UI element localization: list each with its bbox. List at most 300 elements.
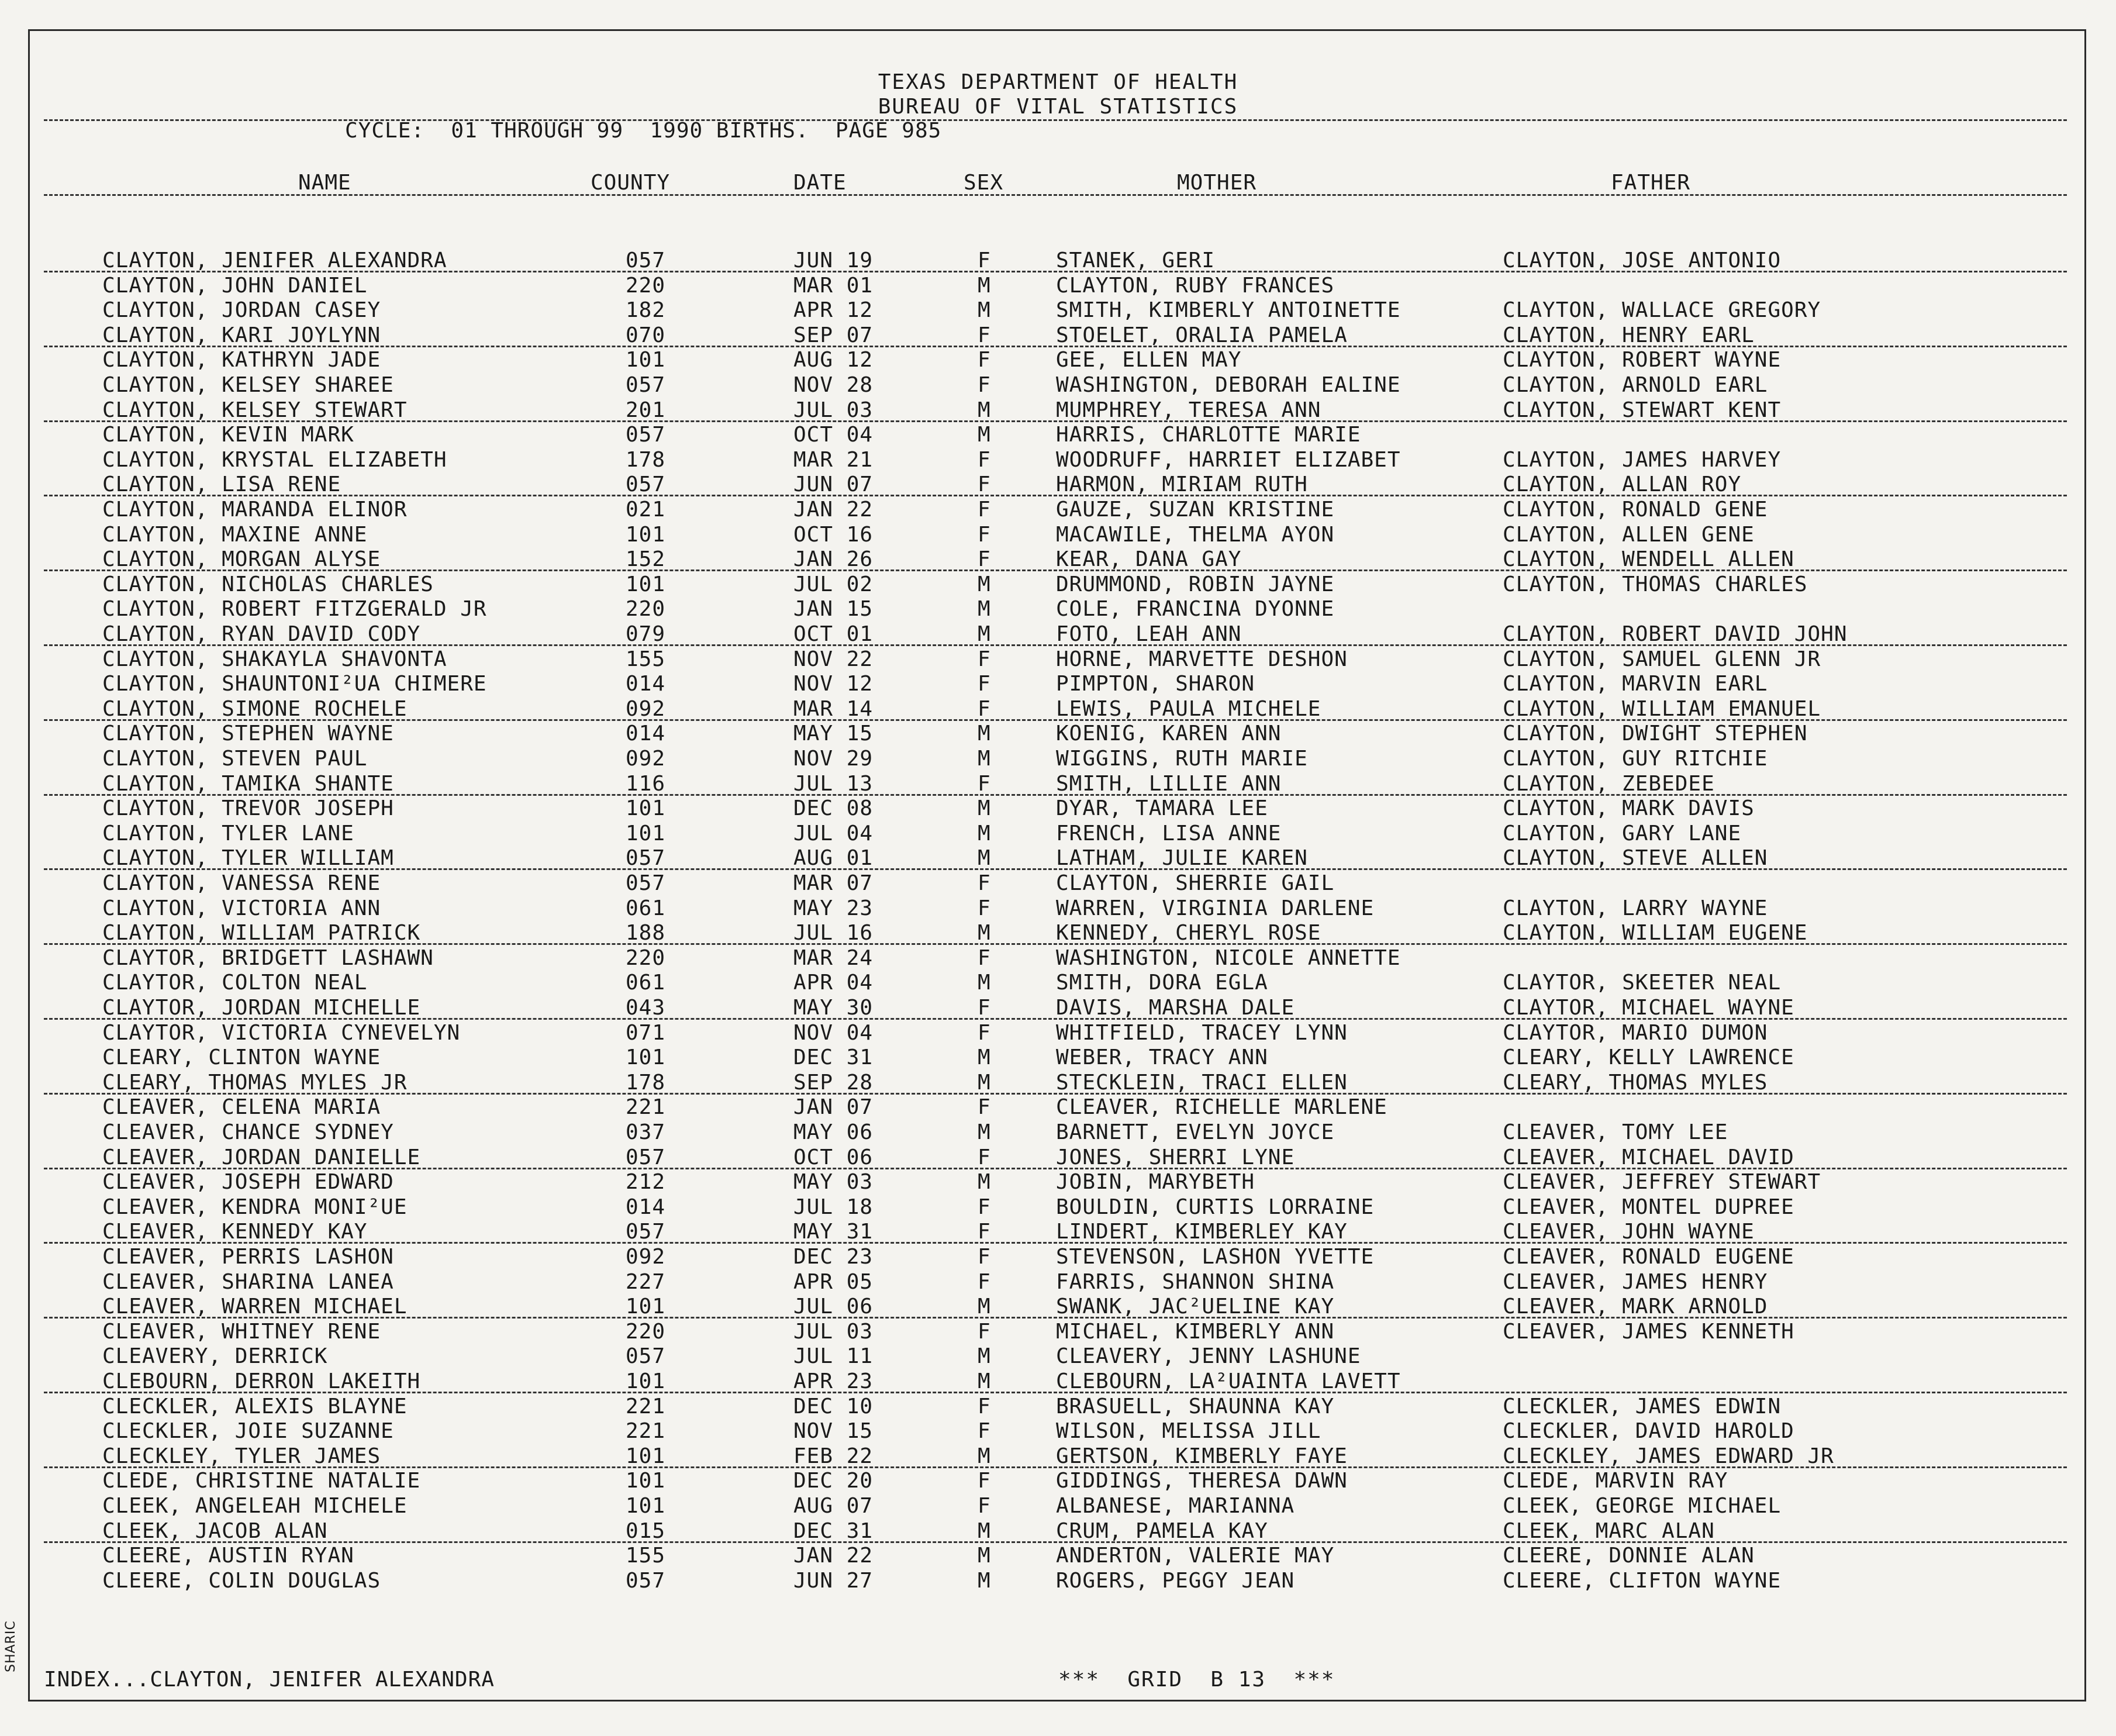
table-row bbox=[0, 1320, 2116, 1345]
cell-date: DEC 31 bbox=[793, 1045, 874, 1069]
cell-name: CLEARY, THOMAS MYLES JR bbox=[102, 1071, 408, 1095]
cell-county: 071 bbox=[626, 1021, 666, 1045]
cell-mother: GAUZE, SUZAN KRISTINE bbox=[1056, 498, 1335, 522]
table-row bbox=[0, 672, 2116, 697]
cell-name: CLAYTON, RYAN DAVID CODY bbox=[102, 622, 421, 646]
cell-county: 178 bbox=[626, 1071, 666, 1095]
cell-mother: WOODRUFF, HARRIET ELIZABET bbox=[1056, 448, 1401, 472]
table-row bbox=[0, 697, 2116, 722]
cell-sex: F bbox=[978, 249, 991, 272]
cell-county: 221 bbox=[626, 1419, 666, 1443]
cell-county: 092 bbox=[626, 1245, 666, 1269]
cell-name: CLEAVERY, DERRICK bbox=[102, 1344, 328, 1368]
table-row bbox=[0, 1344, 2116, 1369]
cell-mother: SMITH, KIMBERLY ANTOINETTE bbox=[1056, 298, 1401, 322]
cell-sex: F bbox=[978, 1220, 991, 1244]
cell-father: CLEERE, DONNIE ALAN bbox=[1503, 1544, 1755, 1568]
cell-date: MAR 21 bbox=[793, 448, 874, 472]
bureau-title: BUREAU OF VITAL STATISTICS bbox=[878, 95, 1238, 119]
cell-date: JAN 22 bbox=[793, 1544, 874, 1568]
cell-sex: F bbox=[978, 448, 991, 472]
table-row bbox=[0, 1071, 2116, 1096]
cell-name: CLAYTON, LISA RENE bbox=[102, 472, 341, 496]
cell-mother: HARMON, MIRIAM RUTH bbox=[1056, 472, 1308, 496]
cell-county: 220 bbox=[626, 946, 666, 970]
cell-date: MAY 06 bbox=[793, 1120, 874, 1144]
cell-date: JUL 11 bbox=[793, 1344, 874, 1368]
cell-father: CLAYTON, ZEBEDEE bbox=[1503, 772, 1715, 796]
cell-mother: BARNETT, EVELYN JOYCE bbox=[1056, 1120, 1335, 1144]
cell-date: OCT 01 bbox=[793, 622, 874, 646]
cell-county: 057 bbox=[626, 472, 666, 496]
cell-sex: M bbox=[978, 1519, 991, 1543]
cell-date: OCT 04 bbox=[793, 423, 874, 447]
cell-sex: F bbox=[978, 323, 991, 347]
table-row bbox=[0, 921, 2116, 946]
cell-name: CLECKLEY, TYLER JAMES bbox=[102, 1444, 381, 1468]
cell-father: CLAYTON, WALLACE GREGORY bbox=[1503, 298, 1821, 322]
cell-sex: M bbox=[978, 921, 991, 945]
cell-date: OCT 06 bbox=[793, 1145, 874, 1169]
cell-date: MAY 15 bbox=[793, 722, 874, 746]
cell-name: CLEAVER, JORDAN DANIELLE bbox=[102, 1145, 421, 1169]
cell-sex: F bbox=[978, 896, 991, 920]
cell-name: CLEAVER, WHITNEY RENE bbox=[102, 1320, 381, 1344]
cell-name: CLEAVER, KENNEDY KAY bbox=[102, 1220, 368, 1244]
table-row bbox=[0, 1220, 2116, 1245]
cell-county: 101 bbox=[626, 523, 666, 547]
cell-sex: M bbox=[978, 747, 991, 771]
cell-sex: F bbox=[978, 1395, 991, 1419]
cell-sex: M bbox=[978, 846, 991, 870]
grid-label: *** GRID B 13 *** bbox=[1058, 1668, 1335, 1692]
table-row bbox=[0, 1095, 2116, 1120]
cell-date: NOV 28 bbox=[793, 373, 874, 397]
cell-father: CLECKLER, DAVID HAROLD bbox=[1503, 1419, 1794, 1443]
table-row bbox=[0, 547, 2116, 572]
cell-county: 152 bbox=[626, 547, 666, 571]
cell-name: CLEAVER, PERRIS LASHON bbox=[102, 1245, 394, 1269]
table-row bbox=[0, 1469, 2116, 1494]
cell-date: NOV 29 bbox=[793, 747, 874, 771]
cell-county: 057 bbox=[626, 1145, 666, 1169]
cell-sex: M bbox=[978, 1344, 991, 1368]
cell-sex: M bbox=[978, 796, 991, 820]
cell-county: 014 bbox=[626, 1195, 666, 1219]
cell-date: JUL 03 bbox=[793, 1320, 874, 1344]
cell-father: CLAYTON, STEVE ALLEN bbox=[1503, 846, 1768, 870]
cell-sex: F bbox=[978, 697, 991, 721]
cell-county: 212 bbox=[626, 1170, 666, 1194]
table-row bbox=[0, 871, 2116, 896]
cell-county: 155 bbox=[626, 1544, 666, 1568]
cell-date: JUL 03 bbox=[793, 398, 874, 422]
cell-father: CLECKLER, JAMES EDWIN bbox=[1503, 1395, 1782, 1419]
cell-mother: DAVIS, MARSHA DALE bbox=[1056, 996, 1295, 1020]
cell-name: CLAYTON, KARI JOYLYNN bbox=[102, 323, 381, 347]
cell-sex: F bbox=[978, 647, 991, 671]
cell-sex: F bbox=[978, 1021, 991, 1045]
table-row bbox=[0, 1295, 2116, 1320]
cell-county: 061 bbox=[626, 971, 666, 995]
cell-mother: STOELET, ORALIA PAMELA bbox=[1056, 323, 1348, 347]
cell-father: CLAYTOR, MARIO DUMON bbox=[1503, 1021, 1768, 1045]
cell-name: CLAYTON, SIMONE ROCHELE bbox=[102, 697, 408, 721]
cell-county: 014 bbox=[626, 672, 666, 696]
table-row bbox=[0, 996, 2116, 1021]
cell-father: CLEAVER, JAMES HENRY bbox=[1503, 1270, 1768, 1294]
cell-sex: M bbox=[978, 572, 991, 596]
cell-mother: LEWIS, PAULA MICHELE bbox=[1056, 697, 1321, 721]
cell-sex: F bbox=[978, 1270, 991, 1294]
cell-father: CLEEK, GEORGE MICHAEL bbox=[1503, 1494, 1782, 1518]
table-row bbox=[0, 971, 2116, 996]
cell-name: CLAYTON, VICTORIA ANN bbox=[102, 896, 381, 920]
cell-date: JUN 07 bbox=[793, 472, 874, 496]
cell-father: CLAYTON, ALLEN GENE bbox=[1503, 523, 1755, 547]
cell-mother: BRASUELL, SHAUNNA KAY bbox=[1056, 1395, 1335, 1419]
cell-county: 221 bbox=[626, 1395, 666, 1419]
cell-county: 101 bbox=[626, 1494, 666, 1518]
cell-sex: F bbox=[978, 1195, 991, 1219]
table-row bbox=[0, 1569, 2116, 1594]
table-row bbox=[0, 572, 2116, 598]
cell-father: CLAYTON, WILLIAM EMANUEL bbox=[1503, 697, 1821, 721]
cell-mother: BOULDIN, CURTIS LORRAINE bbox=[1056, 1195, 1375, 1219]
column-header-sex: SEX bbox=[964, 171, 1004, 195]
cell-county: 220 bbox=[626, 274, 666, 298]
cell-father: CLEERE, CLIFTON WAYNE bbox=[1503, 1569, 1782, 1593]
cell-date: MAR 24 bbox=[793, 946, 874, 970]
table-row bbox=[0, 373, 2116, 398]
cell-county: 220 bbox=[626, 597, 666, 621]
cell-father: CLAYTON, HENRY EARL bbox=[1503, 323, 1755, 347]
cell-date: SEP 07 bbox=[793, 323, 874, 347]
cell-name: CLAYTON, JORDAN CASEY bbox=[102, 298, 381, 322]
cell-county: 201 bbox=[626, 398, 666, 422]
cell-mother: CLEBOURN, LA²UAINTA LAVETT bbox=[1056, 1369, 1401, 1393]
cell-mother: STEVENSON, LASHON YVETTE bbox=[1056, 1245, 1375, 1269]
cell-county: 101 bbox=[626, 822, 666, 845]
cell-father: CLEAVER, TOMY LEE bbox=[1503, 1120, 1728, 1144]
table-row bbox=[0, 747, 2116, 772]
cell-county: 057 bbox=[626, 1569, 666, 1593]
cell-county: 227 bbox=[626, 1270, 666, 1294]
cell-sex: F bbox=[978, 472, 991, 496]
cell-father: CLAYTON, MARK DAVIS bbox=[1503, 796, 1755, 820]
table-row bbox=[0, 298, 2116, 323]
table-row bbox=[0, 1120, 2116, 1145]
cell-county: 101 bbox=[626, 1295, 666, 1319]
cell-sex: M bbox=[978, 622, 991, 646]
cell-county: 092 bbox=[626, 697, 666, 721]
table-row bbox=[0, 1369, 2116, 1395]
cell-date: NOV 15 bbox=[793, 1419, 874, 1443]
cell-sex: F bbox=[978, 672, 991, 696]
cell-name: CLAYTON, VANESSA RENE bbox=[102, 871, 381, 895]
cell-mother: DYAR, TAMARA LEE bbox=[1056, 796, 1268, 820]
cell-mother: LINDERT, KIMBERLEY KAY bbox=[1056, 1220, 1348, 1244]
cell-father: CLAYTON, STEWART KENT bbox=[1503, 398, 1782, 422]
cell-father: CLAYTOR, SKEETER NEAL bbox=[1503, 971, 1782, 995]
cell-date: APR 23 bbox=[793, 1369, 874, 1393]
cell-father: CLEARY, THOMAS MYLES bbox=[1503, 1071, 1768, 1095]
table-row bbox=[0, 1444, 2116, 1469]
cell-sex: F bbox=[978, 1320, 991, 1344]
cell-county: 057 bbox=[626, 1220, 666, 1244]
table-row bbox=[0, 722, 2116, 747]
cell-date: JUL 13 bbox=[793, 772, 874, 796]
table-row bbox=[0, 796, 2116, 822]
cell-name: CLAYTON, TREVOR JOSEPH bbox=[102, 796, 394, 820]
cell-mother: MICHAEL, KIMBERLY ANN bbox=[1056, 1320, 1335, 1344]
cell-name: CLEARY, CLINTON WAYNE bbox=[102, 1045, 381, 1069]
cell-county: 116 bbox=[626, 772, 666, 796]
table-row bbox=[0, 323, 2116, 348]
cell-father: CLEARY, KELLY LAWRENCE bbox=[1503, 1045, 1794, 1069]
cell-father: CLAYTON, DWIGHT STEPHEN bbox=[1503, 722, 1808, 746]
table-row bbox=[0, 1170, 2116, 1195]
cell-mother: FARRIS, SHANNON SHINA bbox=[1056, 1270, 1335, 1294]
cell-date: MAR 01 bbox=[793, 274, 874, 298]
cell-mother: CLEAVERY, JENNY LASHUNE bbox=[1056, 1344, 1361, 1368]
cell-mother: SMITH, LILLIE ANN bbox=[1056, 772, 1282, 796]
table-row bbox=[0, 846, 2116, 871]
cell-date: MAY 30 bbox=[793, 996, 874, 1020]
cell-father: CLAYTON, SAMUEL GLENN JR bbox=[1503, 647, 1821, 671]
cell-sex: M bbox=[978, 1045, 991, 1069]
cell-name: CLEAVER, SHARINA LANEA bbox=[102, 1270, 394, 1294]
cell-date: MAY 31 bbox=[793, 1220, 874, 1244]
cell-date: JAN 07 bbox=[793, 1095, 874, 1119]
cell-name: CLEDE, CHRISTINE NATALIE bbox=[102, 1469, 421, 1493]
cell-father: CLEAVER, MICHAEL DAVID bbox=[1503, 1145, 1794, 1169]
cell-date: APR 05 bbox=[793, 1270, 874, 1294]
table-row bbox=[0, 1419, 2116, 1444]
cell-father: CLAYTON, ROBERT DAVID JOHN bbox=[1503, 622, 1848, 646]
cell-father: CLAYTON, GARY LANE bbox=[1503, 822, 1742, 845]
cell-date: JAN 26 bbox=[793, 547, 874, 571]
cell-mother: DRUMMOND, ROBIN JAYNE bbox=[1056, 572, 1335, 596]
cell-sex: F bbox=[978, 1245, 991, 1269]
cell-county: 015 bbox=[626, 1519, 666, 1543]
side-label: SHARIC bbox=[4, 1620, 18, 1672]
cell-name: CLEAVER, CHANCE SYDNEY bbox=[102, 1120, 394, 1144]
cell-father: CLAYTON, WENDELL ALLEN bbox=[1503, 547, 1794, 571]
cell-name: CLEAVER, JOSEPH EDWARD bbox=[102, 1170, 394, 1194]
cell-mother: SMITH, DORA EGLA bbox=[1056, 971, 1268, 995]
cell-sex: M bbox=[978, 1295, 991, 1319]
cell-sex: M bbox=[978, 971, 991, 995]
cell-date: APR 12 bbox=[793, 298, 874, 322]
cell-date: NOV 22 bbox=[793, 647, 874, 671]
cell-name: CLEBOURN, DERRON LAKEITH bbox=[102, 1369, 421, 1393]
table-row bbox=[0, 274, 2116, 299]
cell-father: CLAYTON, JAMES HARVEY bbox=[1503, 448, 1782, 472]
cell-county: 057 bbox=[626, 1344, 666, 1368]
table-row bbox=[0, 1021, 2116, 1046]
table-row bbox=[0, 622, 2116, 647]
cell-mother: JOBIN, MARYBETH bbox=[1056, 1170, 1255, 1194]
cell-mother: WASHINGTON, DEBORAH EALINE bbox=[1056, 373, 1401, 397]
cell-mother: WILSON, MELISSA JILL bbox=[1056, 1419, 1321, 1443]
cell-mother: HARRIS, CHARLOTTE MARIE bbox=[1056, 423, 1361, 447]
cell-date: JUL 02 bbox=[793, 572, 874, 596]
cell-sex: F bbox=[978, 547, 991, 571]
cell-mother: WIGGINS, RUTH MARIE bbox=[1056, 747, 1308, 771]
cell-name: CLEAVER, CELENA MARIA bbox=[102, 1095, 381, 1119]
cell-name: CLEERE, COLIN DOUGLAS bbox=[102, 1569, 381, 1593]
cell-name: CLAYTOR, VICTORIA CYNEVELYN bbox=[102, 1021, 461, 1045]
cell-county: 101 bbox=[626, 1369, 666, 1393]
cell-father: CLEAVER, JOHN WAYNE bbox=[1503, 1220, 1755, 1244]
cell-mother: HORNE, MARVETTE DESHON bbox=[1056, 647, 1348, 671]
cell-mother: COLE, FRANCINA DYONNE bbox=[1056, 597, 1335, 621]
cell-date: NOV 04 bbox=[793, 1021, 874, 1045]
cell-name: CLAYTOR, BRIDGETT LASHAWN bbox=[102, 946, 434, 970]
cell-county: 101 bbox=[626, 796, 666, 820]
cell-sex: F bbox=[978, 523, 991, 547]
cell-mother: CLAYTON, SHERRIE GAIL bbox=[1056, 871, 1335, 895]
table-row bbox=[0, 472, 2116, 498]
cell-mother: JONES, SHERRI LYNE bbox=[1056, 1145, 1295, 1169]
cell-name: CLAYTON, STEVEN PAUL bbox=[102, 747, 368, 771]
cell-mother: LATHAM, JULIE KAREN bbox=[1056, 846, 1308, 870]
cell-father: CLAYTON, JOSE ANTONIO bbox=[1503, 249, 1782, 272]
cell-name: CLAYTON, STEPHEN WAYNE bbox=[102, 722, 394, 746]
cell-county: 221 bbox=[626, 1095, 666, 1119]
cell-date: DEC 10 bbox=[793, 1395, 874, 1419]
cell-date: OCT 16 bbox=[793, 523, 874, 547]
cell-sex: M bbox=[978, 274, 991, 298]
cell-sex: M bbox=[978, 722, 991, 746]
cell-county: 220 bbox=[626, 1320, 666, 1344]
column-header-name: NAME bbox=[298, 171, 351, 195]
cell-sex: F bbox=[978, 1419, 991, 1443]
cell-mother: STECKLEIN, TRACI ELLEN bbox=[1056, 1071, 1348, 1095]
cell-sex: F bbox=[978, 498, 991, 522]
cell-name: CLAYTON, WILLIAM PATRICK bbox=[102, 921, 421, 945]
cell-county: 043 bbox=[626, 996, 666, 1020]
cell-father: CLAYTON, ROBERT WAYNE bbox=[1503, 348, 1782, 372]
table-row bbox=[0, 1395, 2116, 1420]
column-header-date: DATE bbox=[793, 171, 847, 195]
cell-county: 092 bbox=[626, 747, 666, 771]
cell-name: CLEAVER, WARREN MICHAEL bbox=[102, 1295, 408, 1319]
cell-name: CLAYTON, TAMIKA SHANTE bbox=[102, 772, 394, 796]
cell-name: CLAYTOR, COLTON NEAL bbox=[102, 971, 368, 995]
cell-county: 079 bbox=[626, 622, 666, 646]
cell-sex: M bbox=[978, 1544, 991, 1568]
cell-father: CLECKLEY, JAMES EDWARD JR bbox=[1503, 1444, 1834, 1468]
cell-name: CLECKLER, ALEXIS BLAYNE bbox=[102, 1395, 408, 1419]
cell-date: DEC 20 bbox=[793, 1469, 874, 1493]
table-row bbox=[0, 348, 2116, 373]
cell-name: CLAYTON, JENIFER ALEXANDRA bbox=[102, 249, 447, 272]
cell-date: APR 04 bbox=[793, 971, 874, 995]
cell-county: 057 bbox=[626, 871, 666, 895]
cell-mother: GEE, ELLEN MAY bbox=[1056, 348, 1242, 372]
cell-county: 021 bbox=[626, 498, 666, 522]
table-row bbox=[0, 647, 2116, 672]
cell-date: DEC 31 bbox=[793, 1519, 874, 1543]
cell-sex: M bbox=[978, 398, 991, 422]
table-row bbox=[0, 1544, 2116, 1569]
column-header-county: COUNTY bbox=[591, 171, 671, 195]
cell-date: FEB 22 bbox=[793, 1444, 874, 1468]
table-row bbox=[0, 1270, 2116, 1295]
cell-name: CLECKLER, JOIE SUZANNE bbox=[102, 1419, 394, 1443]
cell-sex: M bbox=[978, 1170, 991, 1194]
cell-date: JUL 06 bbox=[793, 1295, 874, 1319]
cell-name: CLAYTON, NICHOLAS CHARLES bbox=[102, 572, 434, 596]
cell-name: CLAYTON, TYLER LANE bbox=[102, 822, 354, 845]
cell-date: AUG 12 bbox=[793, 348, 874, 372]
cell-mother: KEAR, DANA GAY bbox=[1056, 547, 1242, 571]
cell-sex: M bbox=[978, 423, 991, 447]
cell-mother: KOENIG, KAREN ANN bbox=[1056, 722, 1282, 746]
cell-father: CLAYTON, LARRY WAYNE bbox=[1503, 896, 1768, 920]
cell-father: CLAYTON, ALLAN ROY bbox=[1503, 472, 1742, 496]
cell-county: 101 bbox=[626, 572, 666, 596]
cell-date: JUN 27 bbox=[793, 1569, 874, 1593]
cell-date: MAY 23 bbox=[793, 896, 874, 920]
cell-father: CLAYTON, MARVIN EARL bbox=[1503, 672, 1768, 696]
table-row bbox=[0, 1245, 2116, 1270]
column-header-father: FATHER bbox=[1611, 171, 1691, 195]
cell-father: CLAYTON, ARNOLD EARL bbox=[1503, 373, 1768, 397]
cell-sex: F bbox=[978, 946, 991, 970]
cell-father: CLEAVER, MARK ARNOLD bbox=[1503, 1295, 1768, 1319]
cell-date: AUG 01 bbox=[793, 846, 874, 870]
cell-date: JUN 19 bbox=[793, 249, 874, 272]
cell-sex: M bbox=[978, 597, 991, 621]
table-row bbox=[0, 822, 2116, 847]
index-line: INDEX...CLAYTON, JENIFER ALEXANDRA bbox=[44, 1668, 495, 1692]
cell-sex: F bbox=[978, 1494, 991, 1518]
department-title: TEXAS DEPARTMENT OF HEALTH bbox=[878, 70, 1238, 94]
cell-name: CLAYTON, KELSEY SHAREE bbox=[102, 373, 394, 397]
cell-father: CLEAVER, RONALD EUGENE bbox=[1503, 1245, 1794, 1269]
cell-sex: M bbox=[978, 1569, 991, 1593]
cell-mother: MUMPHREY, TERESA ANN bbox=[1056, 398, 1321, 422]
cell-name: CLEERE, AUSTIN RYAN bbox=[102, 1544, 354, 1568]
cell-county: 101 bbox=[626, 348, 666, 372]
cell-name: CLAYTON, ROBERT FITZGERALD JR bbox=[102, 597, 487, 621]
cell-mother: CLEAVER, RICHELLE MARLENE bbox=[1056, 1095, 1387, 1119]
table-row bbox=[0, 896, 2116, 922]
cell-name: CLEEK, JACOB ALAN bbox=[102, 1519, 328, 1543]
cell-sex: M bbox=[978, 1120, 991, 1144]
cell-county: 057 bbox=[626, 846, 666, 870]
cell-name: CLAYTON, KEVIN MARK bbox=[102, 423, 354, 447]
cell-date: AUG 07 bbox=[793, 1494, 874, 1518]
cell-sex: F bbox=[978, 871, 991, 895]
table-row bbox=[0, 1494, 2116, 1519]
table-row bbox=[0, 523, 2116, 548]
cell-mother: ALBANESE, MARIANNA bbox=[1056, 1494, 1295, 1518]
cell-date: JAN 22 bbox=[793, 498, 874, 522]
cell-name: CLAYTON, JOHN DANIEL bbox=[102, 274, 368, 298]
cell-mother: CRUM, PAMELA KAY bbox=[1056, 1519, 1268, 1543]
cell-name: CLAYTON, MARANDA ELINOR bbox=[102, 498, 408, 522]
table-row bbox=[0, 1145, 2116, 1171]
cell-name: CLAYTON, TYLER WILLIAM bbox=[102, 846, 394, 870]
table-row bbox=[0, 1519, 2116, 1544]
cell-sex: M bbox=[978, 1444, 991, 1468]
table-row bbox=[0, 1045, 2116, 1071]
cell-mother: STANEK, GERI bbox=[1056, 249, 1216, 272]
